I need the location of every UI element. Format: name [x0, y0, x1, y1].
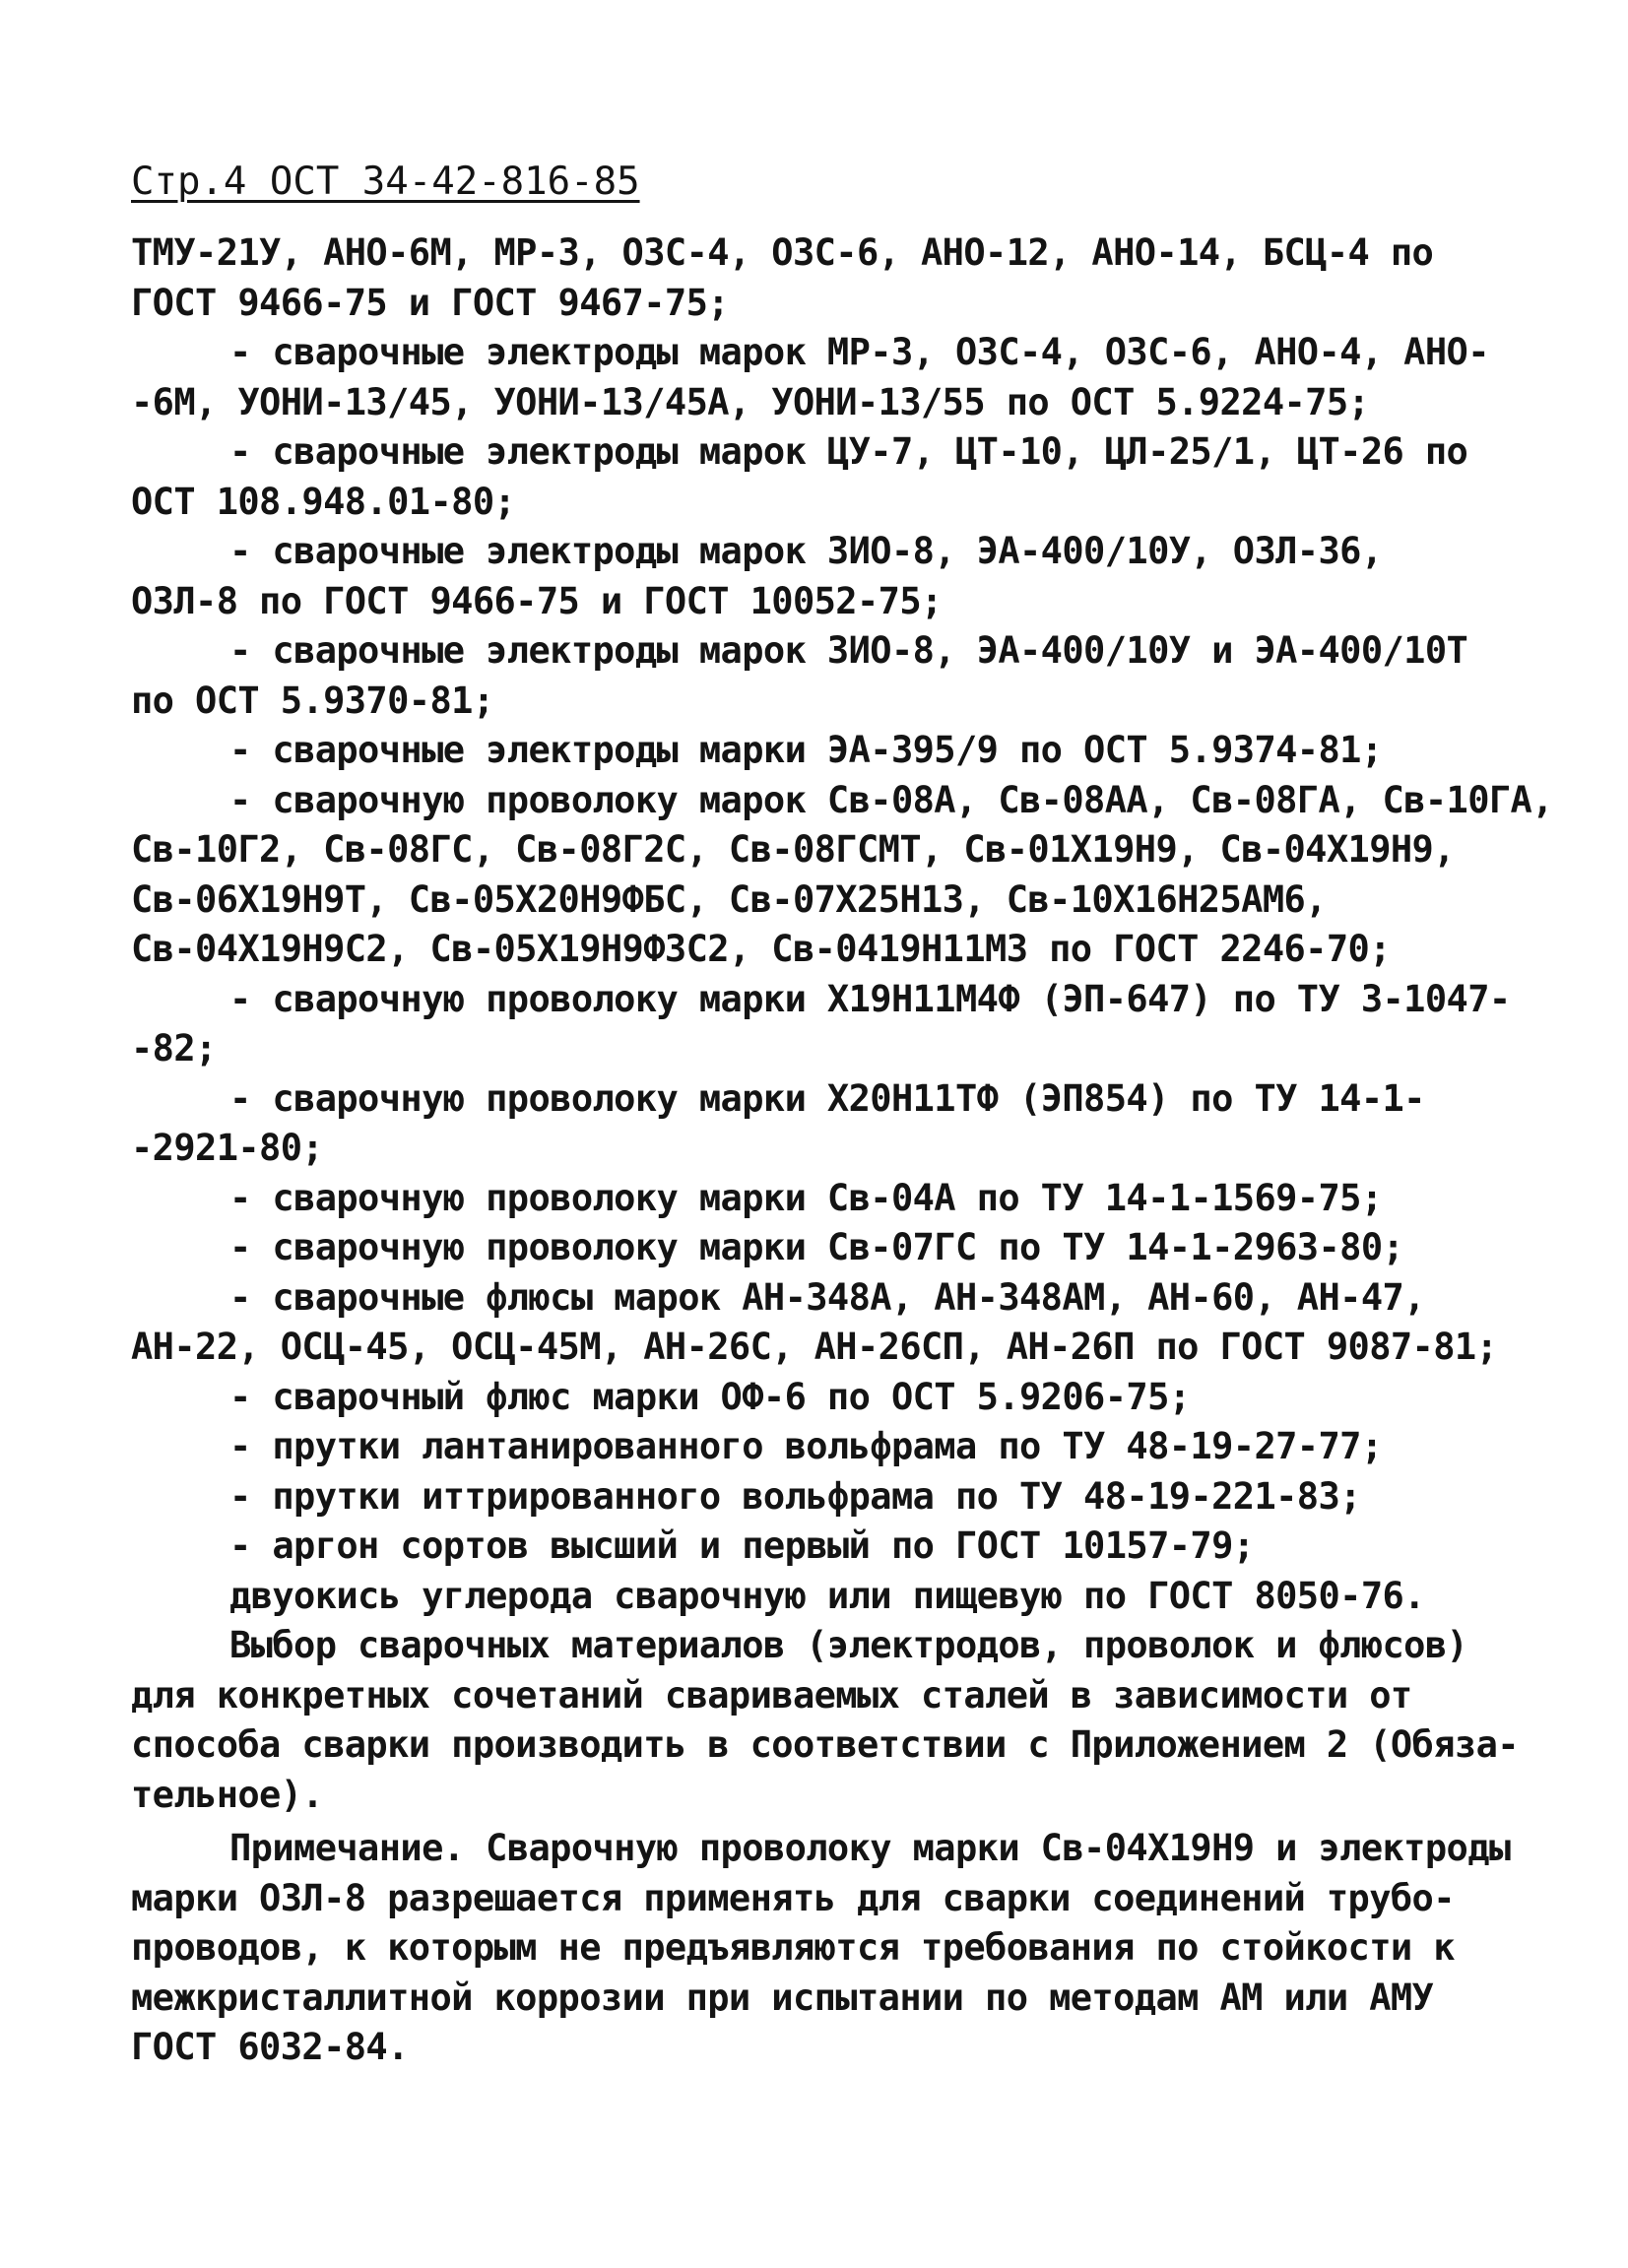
text-line: тельное).	[131, 1773, 324, 1816]
page-header: Стр.4 ОСТ 34-42-816-85	[131, 160, 640, 204]
text-line: - прутки иттрированного вольфрама по ТУ 48-19-221-83;	[229, 1474, 1361, 1518]
text-line: - сварочную проволоку марки Св-04А по ТУ 14-1-1569-75;	[229, 1176, 1383, 1219]
text-line: ОСТ 108.948.01-80;	[131, 480, 516, 523]
text-line: Примечание. Сварочную проволоку марки Св-04Х19Н9 и электроды	[229, 1827, 1511, 1869]
text-line: ТМУ-21У, АНО-6М, МР-3, ОЗС-4, ОЗС-6, АНО-12, АНО-14, БСЦ-4 по	[131, 231, 1434, 274]
text-line: - прутки лантанированного вольфрама по ТУ 48-19-27-77;	[229, 1425, 1383, 1467]
text-line: - сварочную проволоку марок Св-08А, Св-08АА, Св-08ГА, Св-10ГА,	[229, 778, 1553, 821]
text-line: Св-04Х19Н9С2, Св-05Х19Н9Ф3С2, Св-0419Н11М3 по ГОСТ 2246-70;	[131, 928, 1391, 970]
text-line: марки ОЗЛ-8 разрешается применять для сварки соединений трубо-	[131, 1876, 1455, 1919]
text-line: двуокись углерода сварочную или пищевую по ГОСТ 8050-76.	[229, 1574, 1425, 1617]
text-line: по ОСТ 5.9370-81;	[131, 679, 494, 722]
text-line: - сварочные флюсы марок АН-348А, АН-348АМ, АН-60, АН-47,	[229, 1275, 1425, 1319]
text-line: - сварочную проволоку марки Св-07ГС по ТУ 14-1-2963-80;	[229, 1226, 1404, 1268]
text-line: Выбор сварочных материалов (электродов, проволок и флюсов)	[229, 1624, 1468, 1666]
text-line: Св-10Г2, Св-08ГС, Св-08Г2С, Св-08ГСМТ, Св-01Х19Н9, Св-04Х19Н9,	[131, 828, 1455, 871]
text-line: ГОСТ 9466-75 и ГОСТ 9467-75;	[131, 281, 729, 324]
text-line: ОЗЛ-8 по ГОСТ 9466-75 и ГОСТ 10052-75;	[131, 579, 943, 622]
text-line: - сварочную проволоку марки Х20Н11ТФ (ЭП854) по ТУ 14-1-	[229, 1076, 1425, 1120]
text-line: - сварочную проволоку марки Х19Н11М4Ф (ЭП-647) по ТУ 3-1047-	[229, 977, 1511, 1020]
text-line: АН-22, ОСЦ-45, ОСЦ-45М, АН-26С, АН-26СП, АН-26П по ГОСТ 9087-81;	[131, 1326, 1498, 1368]
text-line: - сварочные электроды марок ЗИО-8, ЭА-400/10У, ОЗЛ-36,	[229, 530, 1383, 572]
text-line: - сварочные электроды марок МР-3, ОЗС-4, ОЗС-6, АНО-4, АНО-	[229, 331, 1489, 373]
text-line: ГОСТ 6032-84.	[131, 2026, 409, 2068]
text-line: -2921-80;	[131, 1127, 324, 1169]
text-line: - сварочные электроды марок ЦУ-7, ЦТ-10, ЦЛ-25/1, ЦТ-26 по	[229, 430, 1468, 473]
text-line: -82;	[131, 1027, 217, 1069]
text-line: проводов, к которым не предъявляются требования по стойкости к	[131, 1926, 1455, 1969]
text-line: - сварочный флюс марки ОФ-6 по ОСТ 5.9206-75;	[229, 1375, 1191, 1418]
text-line: Св-06Х19Н9Т, Св-05Х20Н9ФБС, Св-07Х25Н13, Св-10Х16Н25АМ6,	[131, 877, 1327, 921]
text-line: -6М, УОНИ-13/45, УОНИ-13/45А, УОНИ-13/55 по ОСТ 5.9224-75;	[131, 380, 1370, 423]
text-line: - сварочные электроды марки ЭА-395/9 по ОСТ 5.9374-81;	[229, 729, 1383, 771]
text-line: - сварочные электроды марок ЗИО-8, ЭА-400/10У и ЭА-400/10Т	[229, 629, 1468, 672]
text-line: способа сварки производить в соответствии с Приложением 2 (Обяза-	[131, 1723, 1519, 1766]
text-line: для конкретных сочетаний свариваемых сталей в зависимости от	[131, 1673, 1412, 1717]
text-line: межкристаллитной коррозии при испытании по методам АМ или АМУ	[131, 1976, 1434, 2019]
text-line: - аргон сортов высший и первый по ГОСТ 10157-79;	[229, 1524, 1255, 1567]
document-body	[131, 228, 1553, 2073]
